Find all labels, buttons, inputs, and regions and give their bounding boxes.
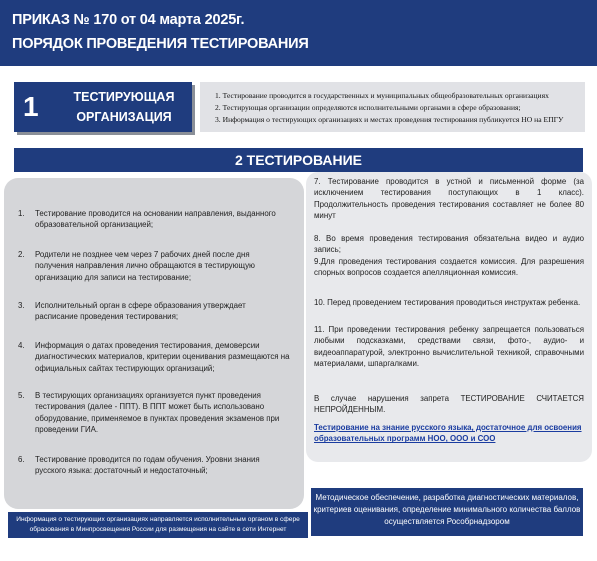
item-text: Информация о датах проведения тестирования, демоверсии диагностических материалов, критерии оценивания размещаются на официальных сайтах тестирующих организаций; (35, 341, 290, 373)
list-item: 2. Тестирующая организации определяются исполнительными органами в сфере образования; (215, 103, 521, 112)
item-number: 2. (18, 250, 25, 259)
testing-link[interactable]: Тестирование на знание русского языка, достаточное для освоения образовательных программ НОО, ООО и СОО (314, 423, 582, 444)
order-title: ПРИКАЗ № 170 от 04 марта 2025г. (12, 12, 245, 28)
section2-left-panel (4, 178, 304, 509)
list-item: 3. Информация о тестирующих организациях и местах проведения тестирования публикуется НО на ЕПГУ (215, 115, 564, 124)
item-text: Исполнительный орган в сфере образования утверждает расписание проведения тестирования; (35, 301, 246, 322)
list-item: 10. Перед проведением тестирования проводиться инструктаж ребенка. (314, 298, 581, 307)
section1-title-line1: ТЕСТИРУЮЩАЯ (73, 90, 175, 104)
section2-title: 2 ТЕСТИРОВАНИЕ (234, 152, 363, 168)
list-item: 8. Во время проведения тестирования обязательна видео и аудио запись; (314, 234, 584, 255)
section1-title-line2: ОРГАНИЗАЦИЯ (76, 110, 172, 124)
bottom-right-text: Методическое обеспечение, разработка диагностических материалов, критериев оценивания, определение минимального количества баллов осуществляется Рособрнадзором (313, 493, 581, 526)
item-text: В тестирующих организациях организуется пункт проведения тестирования (далее - ППТ). В ППТ может быть использовано оборудование, применяемое в пунктах проведения экзаменов при проведении ГИА. (35, 391, 280, 435)
list-item: 11. При проведении тестирования ребенку запрещается пользоваться любыми подсказками, средствами связи, фото-, аудио- и видеоаппаратурой, электронно вычислительной техникой, справочными материалами, шпаргалками. (314, 325, 584, 369)
item-number: 4. (18, 341, 25, 350)
section1-heading (14, 82, 192, 132)
item-text: Родители не позднее чем через 7 рабочих дней после дня получения направления лично обращаются в тестирующую организацию для записи на тестирование; (35, 250, 255, 282)
bottom-left-note (8, 512, 308, 538)
warning-text: В случае нарушения запрета ТЕСТИРОВАНИЕ СЧИТАЕТСЯ НЕПРОЙДЕННЫМ. (314, 394, 584, 415)
item-number: 5. (18, 391, 25, 400)
section2-right-panel (306, 172, 592, 462)
bottom-right-note (311, 488, 583, 536)
bottom-left-text: Информация о тестирующих организациях направляется исполнительным органом в сфере образования в Минпросвещения России для размещения на сайте в сети Интернет (16, 516, 300, 533)
order-subtitle: ПОРЯДОК ПРОВЕДЕНИЯ ТЕСТИРОВАНИЯ (12, 36, 309, 52)
item-number: 1. (18, 209, 25, 218)
list-item: 7. Тестирование проводится в устной и письменной форме (за исключением тестирования поступающих в 1 класс). Продолжительность проведения тестирования составляет не более 80 минут (314, 177, 584, 221)
item-text: Тестирование проводится на основании направления, выданного образовательной организацией; (35, 209, 276, 230)
section2-heading (14, 148, 583, 172)
section1-number: 1 (23, 91, 39, 122)
item-number: 6. (18, 455, 25, 464)
item-text: Тестирование проводится по годам обучения. Уровни знания русского языка: достаточный и недостаточный; (35, 455, 260, 476)
list-item: 1. Тестирование проводится в государственных и муниципальных общеобразовательных организациях (215, 91, 549, 100)
list-item: 9.Для проведения тестирования создается комиссия. Для разрешения спорных вопросов создается апелляционная комиссия. (314, 257, 584, 278)
section1-list (200, 82, 585, 132)
header-banner (0, 0, 597, 66)
item-number: 3. (18, 301, 25, 310)
